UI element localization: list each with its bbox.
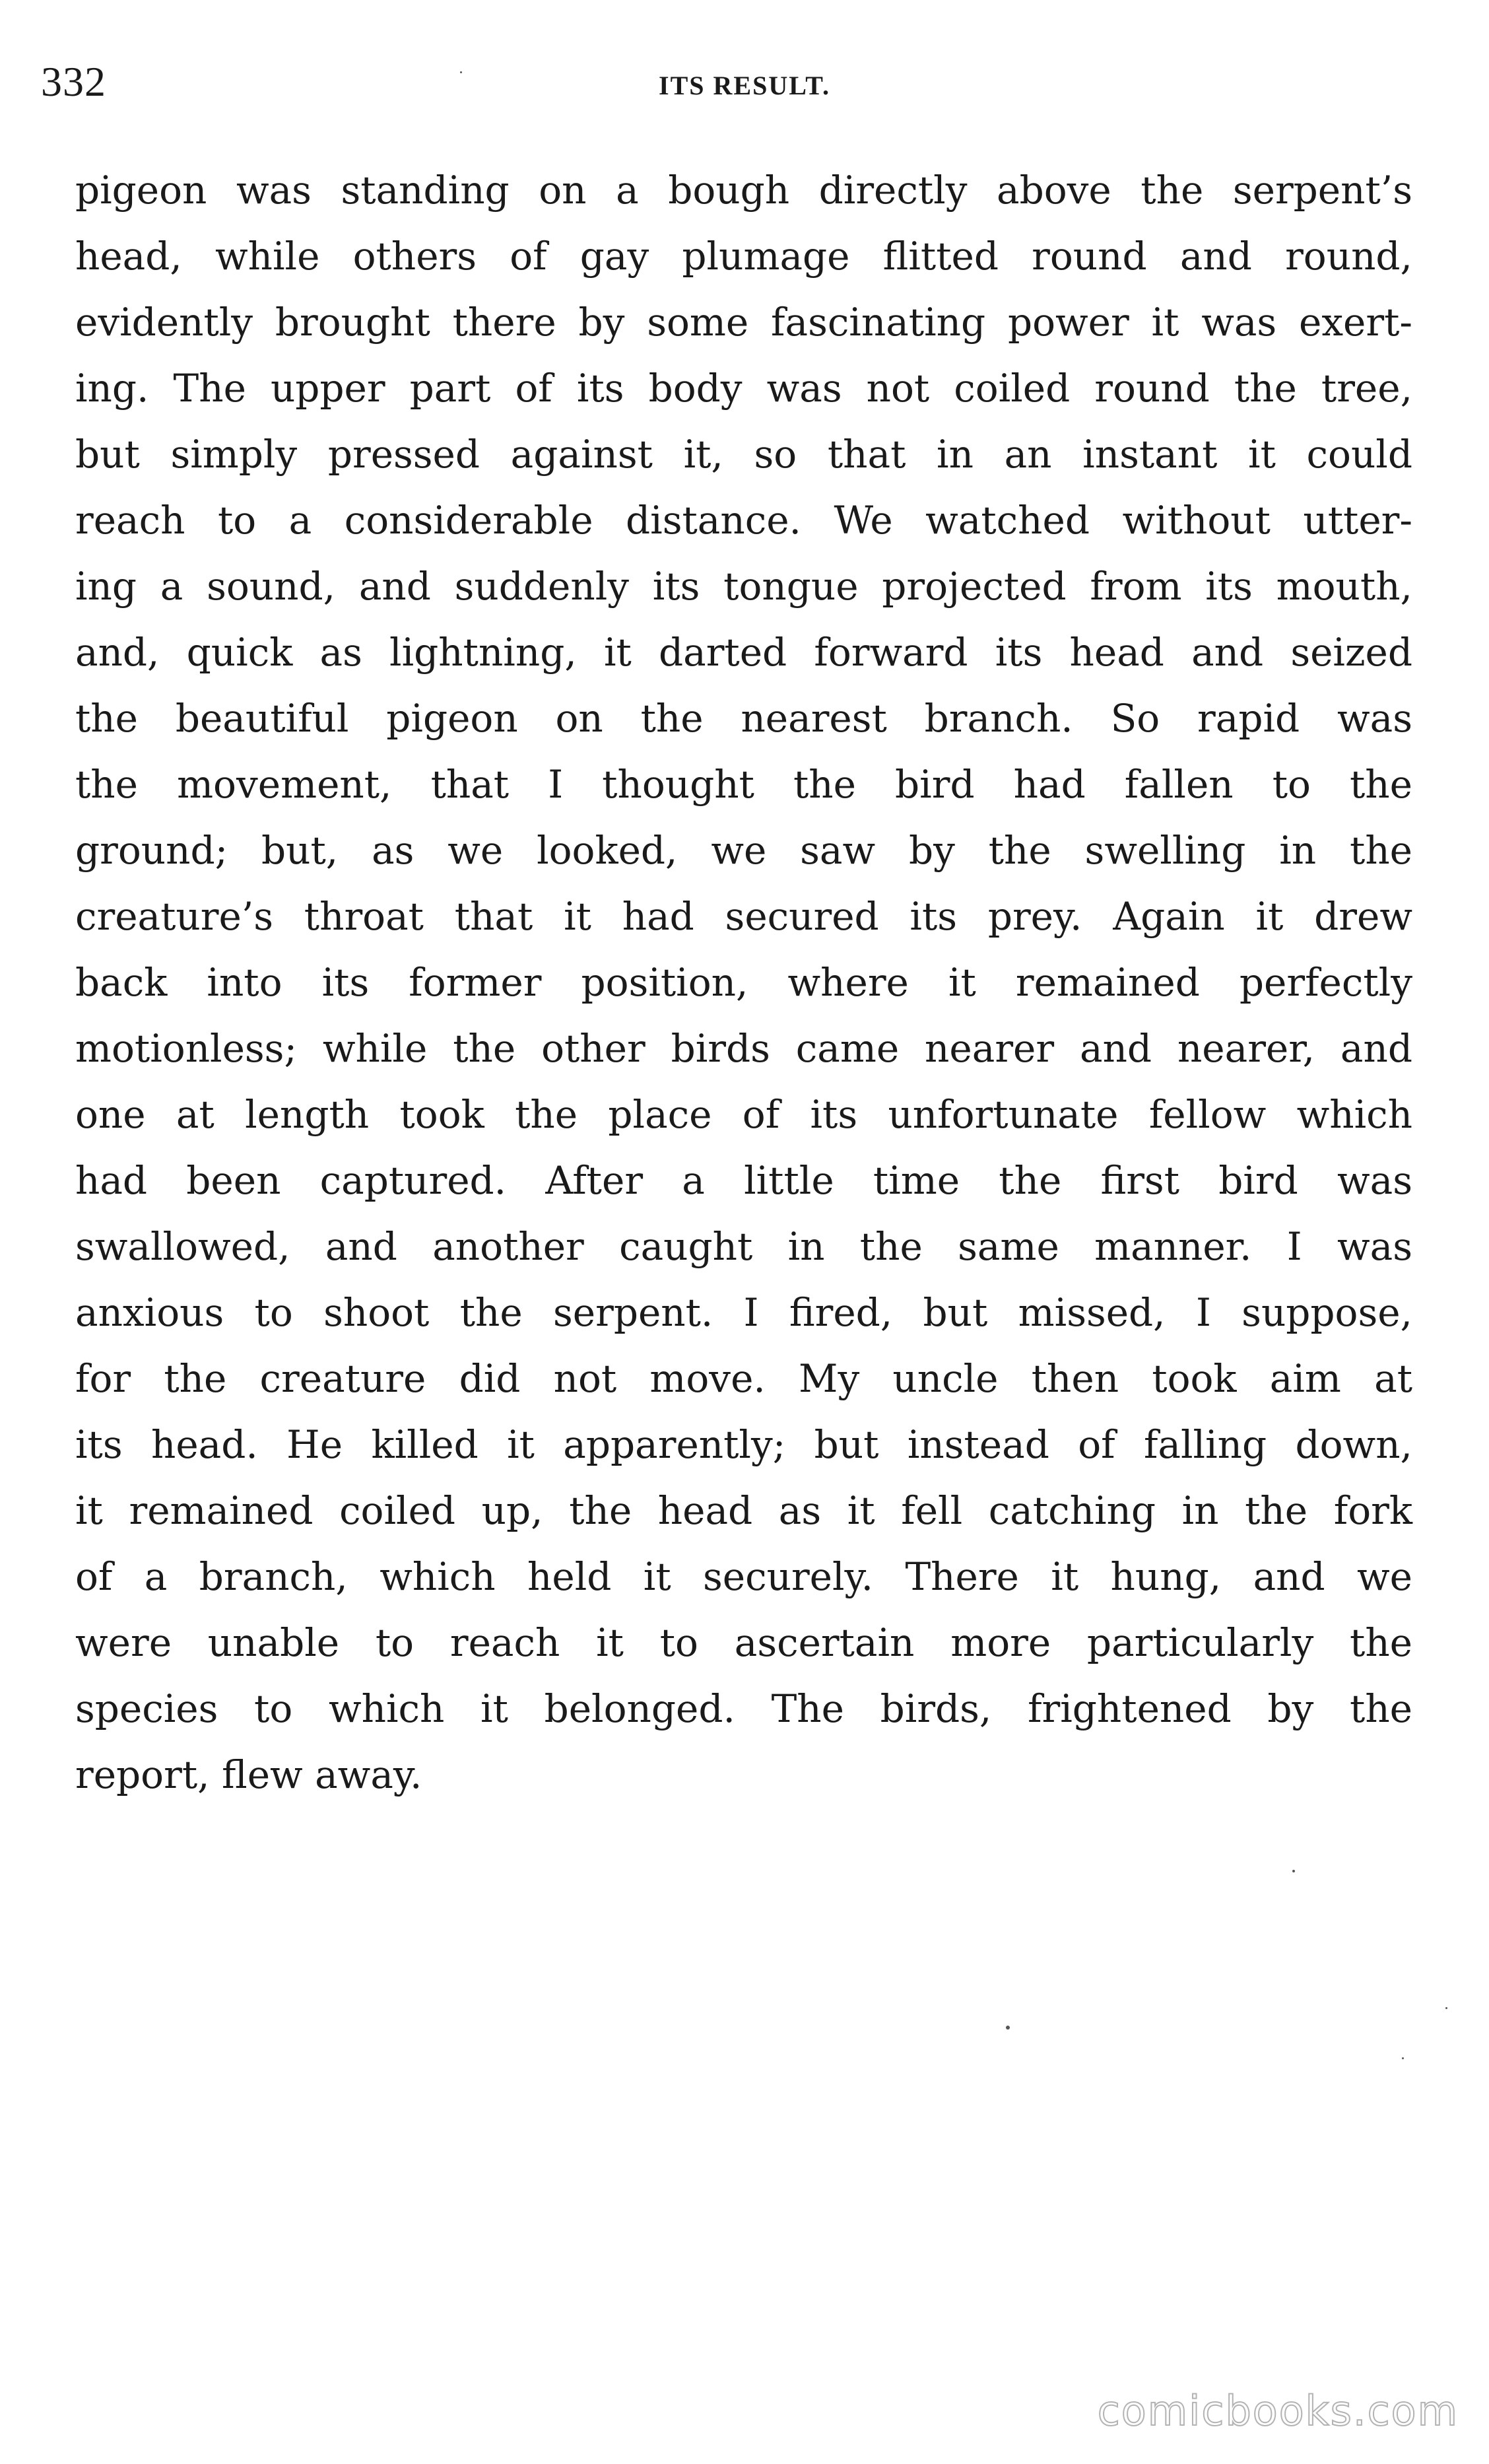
text-line: head, while others of gay plumage flitted round and round, [75,234,1412,279]
print-speck [1006,2026,1010,2030]
text-line: but simply pressed against it, so that in an instant it could [75,432,1412,477]
text-line: report, flew away. [75,1752,422,1797]
page-number: 332 [41,58,106,105]
text-line: swallowed, and another caught in the same manner. I was [75,1224,1412,1269]
print-speck [1445,2007,1447,2009]
text-line: pigeon was standing on a bough directly above the serpent’s [75,168,1412,213]
text-line: motionless; while the other birds came nearer and nearer, and [75,1026,1412,1071]
text-line: species to which it belonged. The birds, frightened by the [75,1686,1412,1731]
text-line: anxious to shoot the serpent. I fired, but missed, I suppose, [75,1290,1412,1335]
print-speck [460,71,462,73]
watermark-logo: comicbooks.com [1097,2387,1459,2435]
text-line: were unable to reach it to ascertain more particularly the [75,1620,1412,1665]
running-head: ITS RESULT. [659,71,830,100]
text-line: the movement, that I thought the bird had fallen to the [75,762,1412,807]
text-line: reach to a considerable distance. We watched without utter- [75,498,1412,543]
text-line: the beautiful pigeon on the nearest branch. So rapid was [75,696,1412,741]
text-line: creature’s throat that it had secured its prey. Again it drew [75,894,1412,939]
text-line: its head. He killed it apparently; but instead of falling down, [75,1422,1412,1467]
text-line: and, quick as lightning, it darted forward its head and seized [75,630,1412,675]
text-line: back into its former position, where it remained perfectly [75,960,1412,1005]
text-line: for the creature did not move. My uncle then took aim at [75,1356,1412,1401]
body-text [75,157,1412,1808]
text-line: one at length took the place of its unfortunate fellow which [75,1092,1412,1137]
text-line: ground; but, as we looked, we saw by the swelling in the [75,828,1412,873]
text-line: had been captured. After a little time the first bird was [75,1158,1412,1203]
text-line: it remained coiled up, the head as it fell catching in the fork [75,1488,1412,1533]
print-speck [1402,2057,1404,2059]
text-line: evidently brought there by some fascinating power it was exert- [75,300,1412,345]
text-line: of a branch, which held it securely. There it hung, and we [75,1554,1412,1599]
print-speck [1292,1870,1295,1872]
text-line: ing. The upper part of its body was not coiled round the tree, [75,366,1412,411]
text-line: ing a sound, and suddenly its tongue projected from its mouth, [75,564,1412,609]
